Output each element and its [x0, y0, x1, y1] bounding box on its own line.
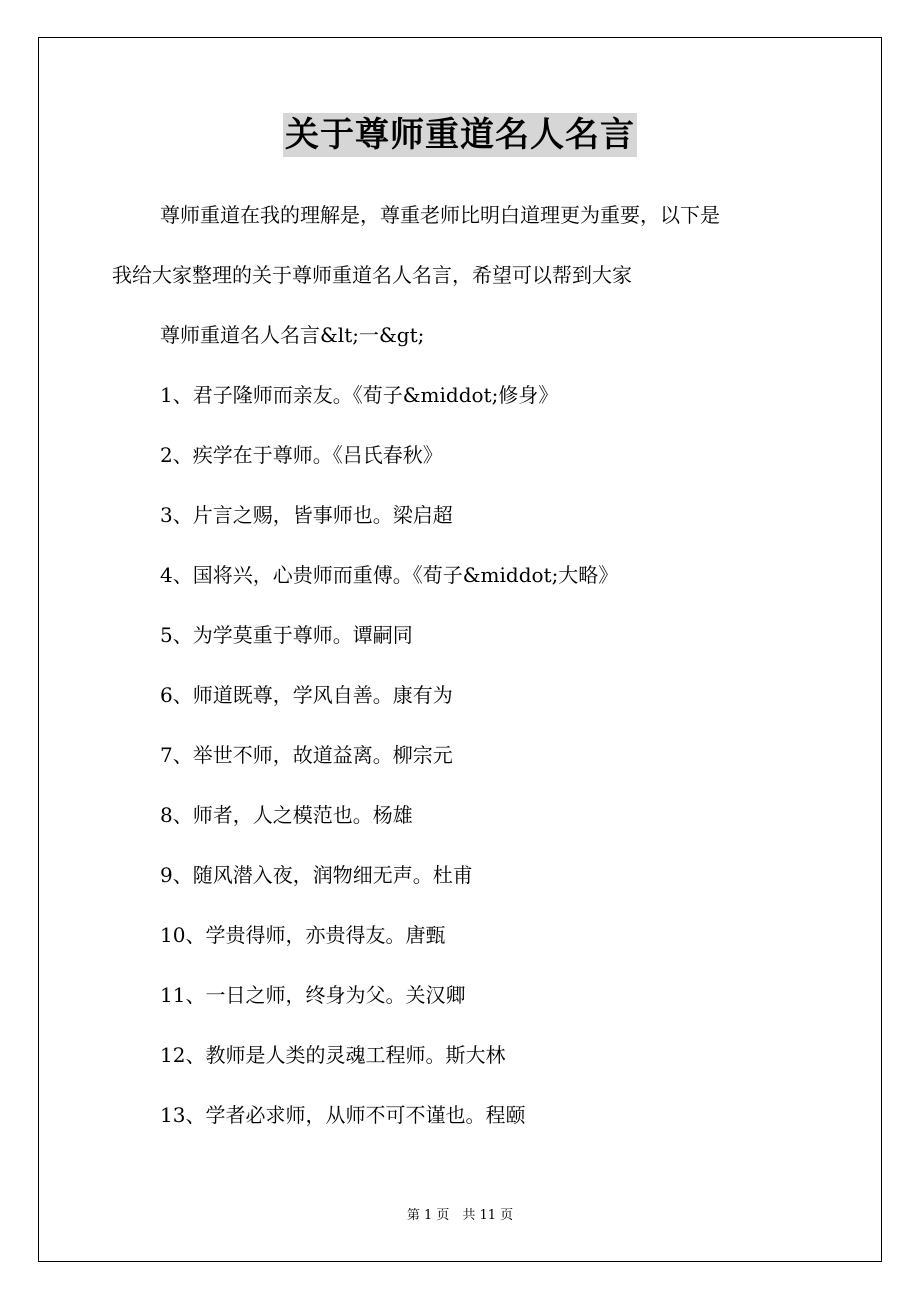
quote-item: 7、举世不师，故道益离。柳宗元 — [160, 743, 453, 767]
document-title: 关于尊师重道名人名言 — [285, 115, 635, 155]
quote-item: 9、随风潜入夜，润物细无声。杜甫 — [160, 863, 473, 887]
page-footer: 第 1 页 共 11 页 — [406, 1208, 514, 1223]
quote-item: 10、学贵得师，亦贵得友。唐甄 — [160, 923, 446, 947]
quote-item: 11、一日之师，终身为父。关汉卿 — [160, 983, 466, 1007]
quote-item: 13、学者必求师，从师不可不谨也。程颐 — [160, 1103, 526, 1127]
quote-item: 4、国将兴，心贵师而重傅。《荀子&middot;大略》 — [160, 563, 619, 587]
section-heading: 尊师重道名人名言&lt;一&gt; — [160, 323, 425, 347]
quote-item: 5、为学莫重于尊师。谭嗣同 — [160, 623, 413, 647]
quote-item: 2、疾学在于尊师。《吕氏春秋》 — [160, 443, 443, 467]
intro-line-1: 尊师重道在我的理解是，尊重老师比明白道理更为重要，以下是 — [160, 203, 720, 227]
quote-item: 12、教师是人类的灵魂工程师。斯大林 — [160, 1043, 506, 1067]
title-wrap — [0, 113, 920, 157]
quote-item: 3、片言之赐，皆事师也。梁启超 — [160, 503, 453, 527]
quote-item: 8、师者，人之模范也。杨雄 — [160, 803, 413, 827]
quote-item: 1、君子隆师而亲友。《荀子&middot;修身》 — [160, 383, 559, 407]
quote-item: 6、师道既尊，学风自善。康有为 — [160, 683, 453, 707]
intro-line-2: 我给大家整理的关于尊师重道名人名言，希望可以帮到大家 — [112, 263, 632, 287]
